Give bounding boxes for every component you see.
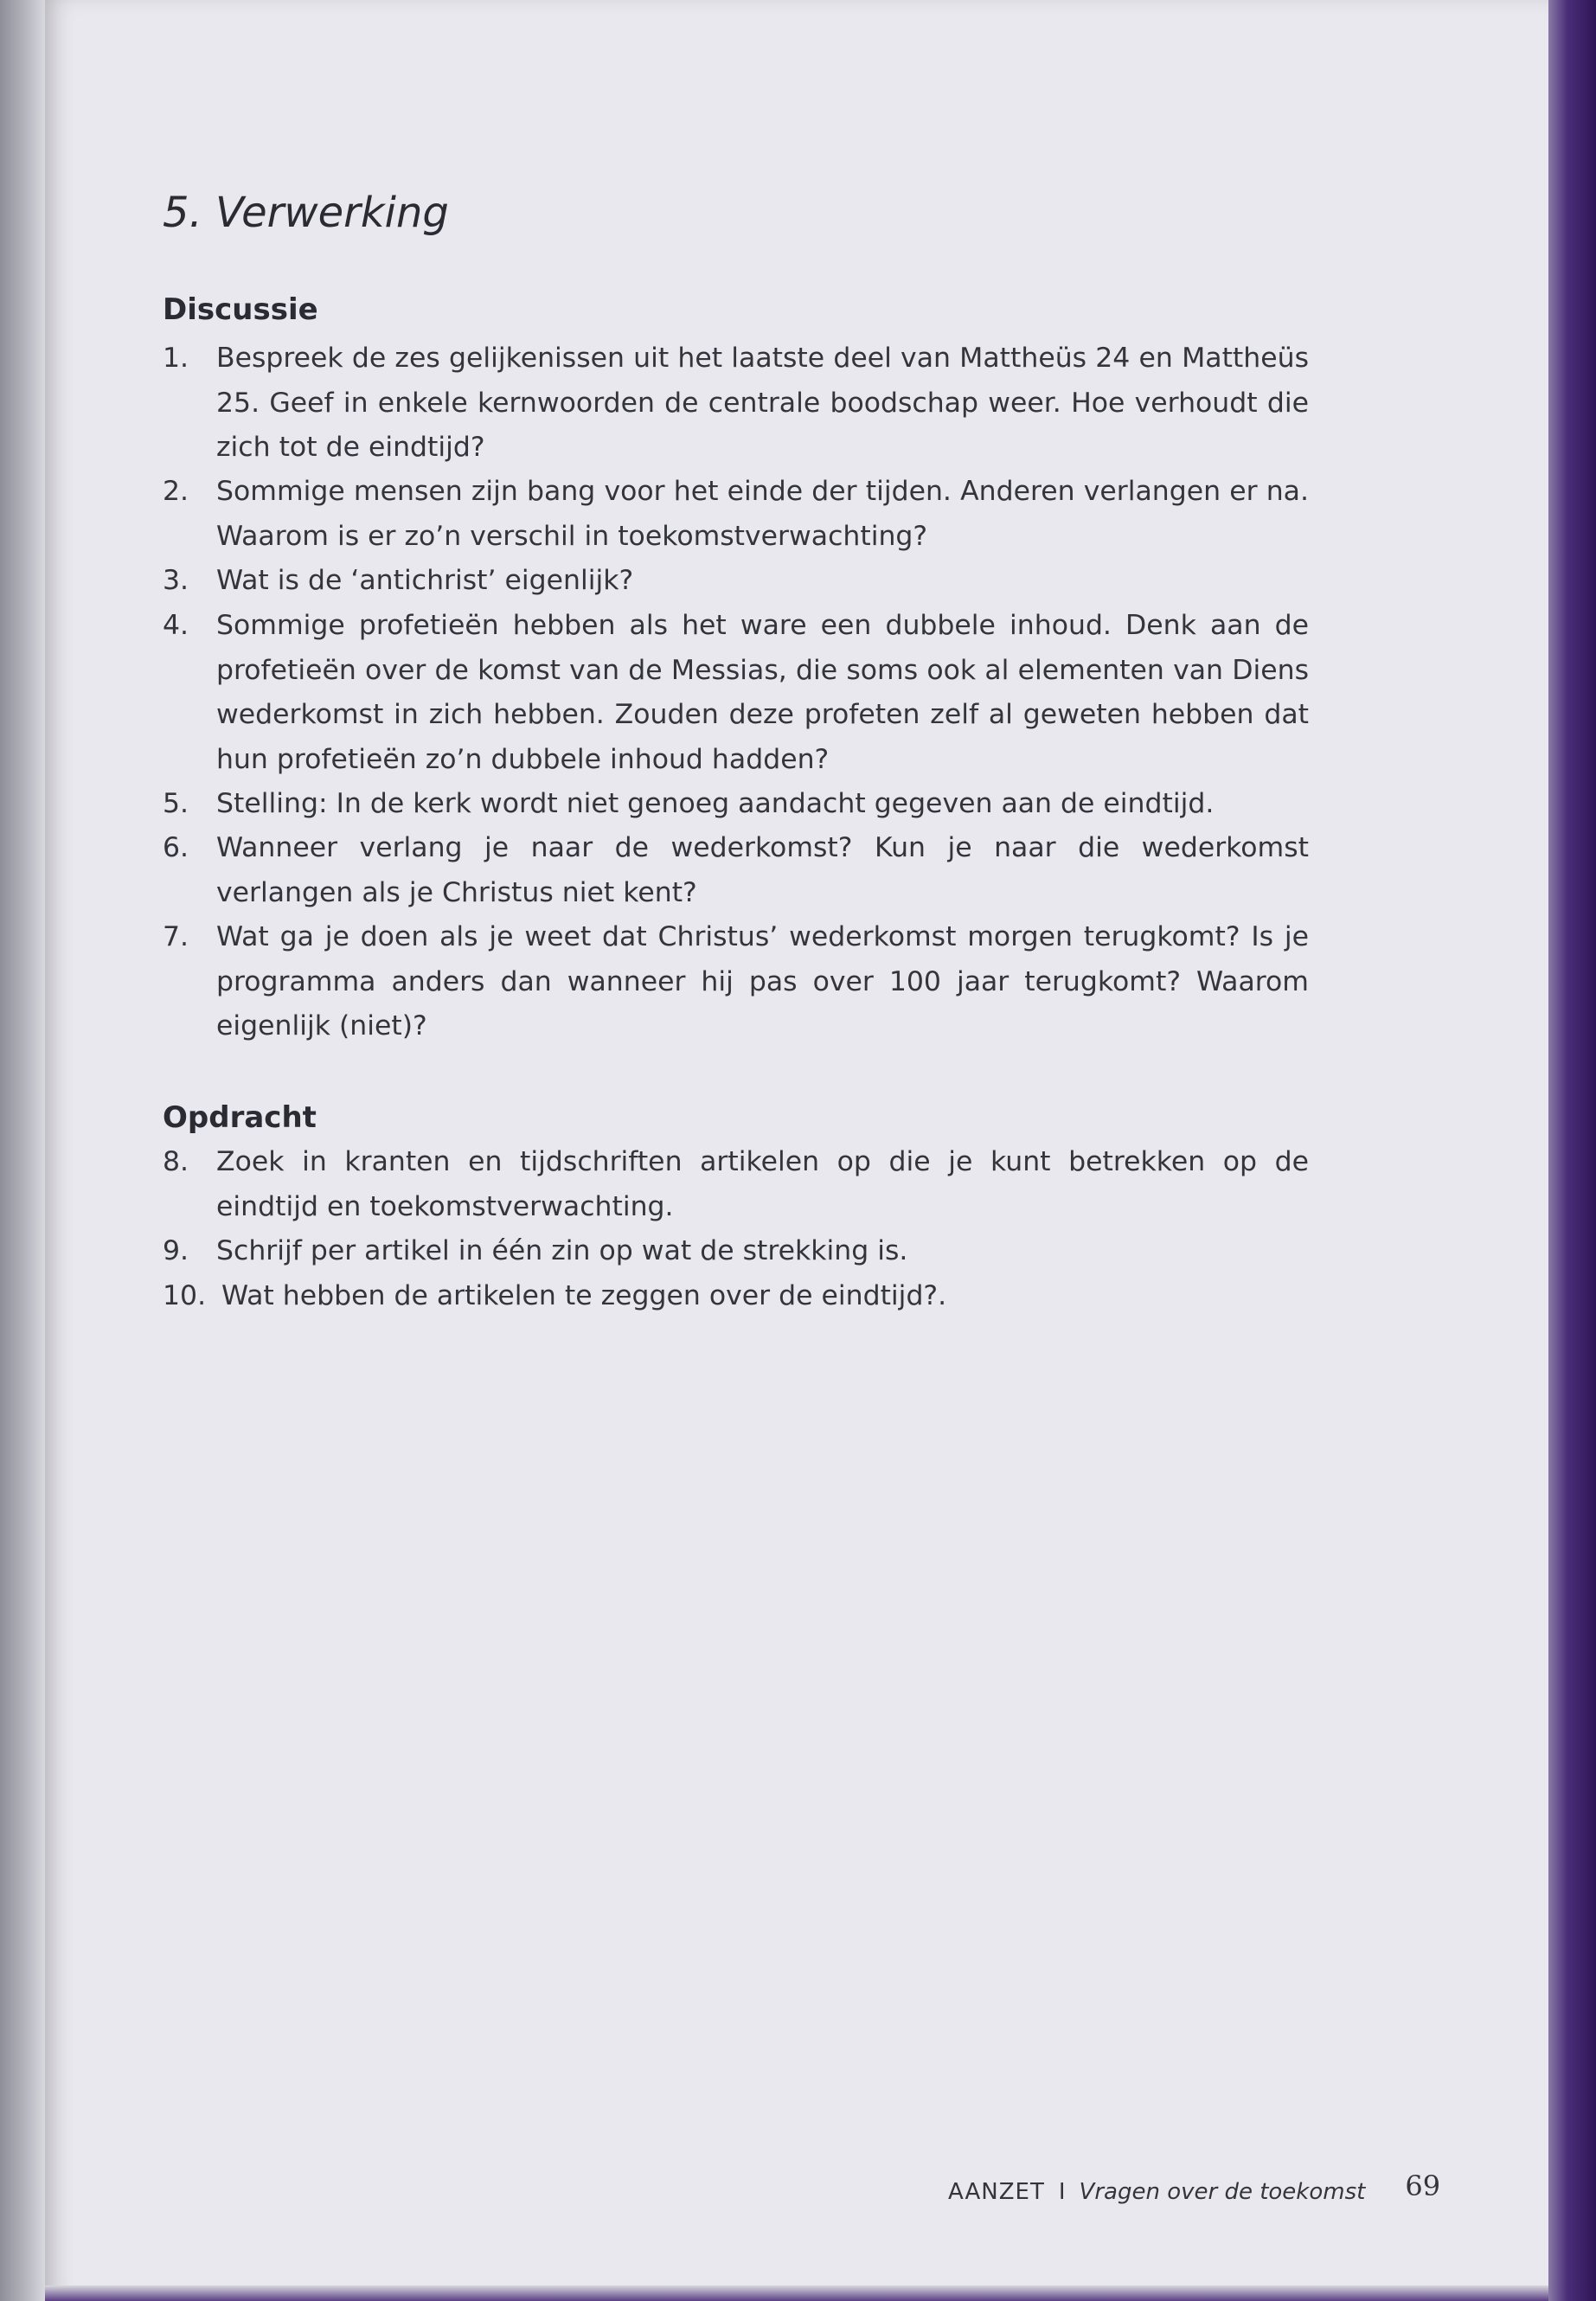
item-number: 7. bbox=[163, 921, 189, 952]
list-item bbox=[163, 826, 1309, 915]
list-item bbox=[163, 1274, 1309, 1319]
list-item bbox=[163, 470, 1309, 559]
section-title: 5. Verwerking bbox=[163, 189, 449, 237]
item-text: Zoek in kranten en tijdschriften artikelen op die je kunt betrekken op de eindtijd en toekomstverwachting. bbox=[216, 1146, 1309, 1222]
list-item bbox=[163, 604, 1309, 782]
scan-right-edge bbox=[1548, 0, 1596, 2301]
item-number: 9. bbox=[163, 1235, 189, 1266]
item-text: Wanneer verlang je naar de wederkomst? Kun je naar die wederkomst verlangen als je Christus niet kent? bbox=[216, 832, 1309, 908]
item-text: Wat hebben de artikelen te zeggen over de eindtijd?. bbox=[221, 1280, 947, 1311]
item-number: 6. bbox=[163, 832, 189, 863]
item-number: 3. bbox=[163, 565, 189, 596]
footer-separator: I bbox=[1058, 2179, 1066, 2205]
chapter-title: Vragen over de toekomst bbox=[1079, 2179, 1366, 2205]
list-item bbox=[163, 782, 1309, 827]
list-item bbox=[163, 1140, 1309, 1229]
series-name: AANZET bbox=[948, 2179, 1045, 2205]
item-text: Stelling: In de kerk wordt niet genoeg aandacht gegeven aan de eindtijd. bbox=[216, 788, 1215, 819]
page-footer bbox=[948, 2170, 1441, 2206]
item-text: Wat ga je doen als je weet dat Christus’ wederkomst morgen terugkomt? Is je programma anders dan wanneer hij pas over 100 jaar terugkomt? Waarom eigenlijk (niet)? bbox=[216, 921, 1309, 1042]
list-item bbox=[163, 915, 1309, 1049]
item-number: 8. bbox=[163, 1146, 189, 1177]
page-number: 69 bbox=[1405, 2170, 1441, 2202]
discussie-heading: Discussie bbox=[163, 292, 318, 327]
item-number: 4. bbox=[163, 610, 189, 641]
list-item bbox=[163, 559, 1309, 604]
item-text: Wat is de ‘antichrist’ eigenlijk? bbox=[216, 565, 634, 596]
item-text: Schrijf per artikel in één zin op wat de strekking is. bbox=[216, 1235, 908, 1266]
list-item bbox=[163, 1229, 1309, 1274]
opdracht-heading: Opdracht bbox=[163, 1100, 317, 1135]
item-number: 10. bbox=[163, 1280, 207, 1311]
list-item bbox=[163, 336, 1309, 471]
item-number: 1. bbox=[163, 343, 189, 374]
item-text: Sommige mensen zijn bang voor het einde der tijden. Anderen verlangen er na. Waarom is er zo’n verschil in toekomstverwachting? bbox=[216, 476, 1309, 552]
item-text: Sommige profetieën hebben als het ware een dubbele inhoud. Denk aan de profetieën over de komst van de Messias, die soms ook al elementen van Diens wederkomst in zich hebben. Zouden deze profeten zelf al geweten hebben dat hun profetieën zo’n dubbele inhoud hadden? bbox=[216, 610, 1309, 775]
item-number: 5. bbox=[163, 788, 189, 819]
item-text: Bespreek de zes gelijkenissen uit het laatste deel van Mattheüs 24 en Mattheüs 25. Geef in enkele kernwoorden de centrale boodschap weer. Hoe verhoudt die zich tot de eindtijd? bbox=[216, 343, 1309, 463]
item-number: 2. bbox=[163, 476, 189, 507]
page-bottom-edge bbox=[45, 2285, 1548, 2301]
scan-left-edge bbox=[0, 0, 45, 2301]
